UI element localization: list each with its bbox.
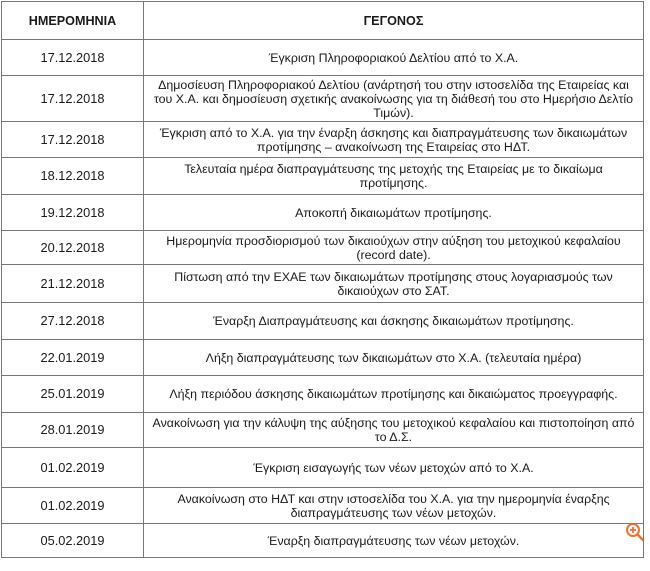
row-event: Ημερομηνία προσδιορισμού των δικαιούχων στην αύξηση του μετοχικού κεφαλαίου (record date). [144,231,644,265]
timetable [1,1,644,558]
table-row [2,76,644,122]
row-event: Έγκριση Πληροφοριακού Δελτίου από το Χ.Α. [144,40,644,76]
row-event: Λήξη διαπραγμάτευσης των δικαιωμάτων στο Χ.Α. (τελευταία ημέρα) [144,340,644,376]
table-row [2,265,644,303]
table-row [2,122,644,158]
row-event: Τελευταία ημέρα διαπραγμάτευσης της μετοχής της Εταιρείας με το δικαίωμα προτίμησης. [144,158,644,195]
row-date: 01.02.2019 [2,488,144,524]
row-date: 25.01.2019 [2,376,144,413]
table-row [2,303,644,340]
row-event: Ανακοίνωση στο ΗΔΤ και στην ιστοσελίδα του Χ.Α. για την ημερομηνία έναρξης διαπραγμάτευσης των νέων μετοχών. [144,488,644,524]
table-row [2,488,644,524]
row-event: Λήξη περιόδου άσκησης δικαιωμάτων προτίμησης και δικαιώματος προεγγραφής. [144,376,644,413]
row-event: Πίστωση από την ΕΧΑΕ των δικαιωμάτων προτίμησης στους λογαριασμούς των δικαιούχων στο ΣΑΤ. [144,265,644,303]
row-date: 22.01.2019 [2,340,144,376]
table-row [2,340,644,376]
table-row [2,231,644,265]
table-row [2,524,644,558]
row-event: Έναρξη Διαπραγμάτευσης και άσκησης δικαιωμάτων προτίμησης. [144,303,644,340]
row-date: 19.12.2018 [2,195,144,231]
row-event: Έγκριση εισαγωγής των νέων μετοχών από το Χ.Α. [144,448,644,488]
table-row [2,195,644,231]
row-date: 27.12.2018 [2,303,144,340]
table-row [2,448,644,488]
row-date: 17.12.2018 [2,76,144,122]
row-event: Ανακοίνωση για την κάλυψη της αύξησης του μετοχικού κεφαλαίου και πιστοποίηση από το Δ.Σ. [144,413,644,448]
table-body [2,40,644,558]
row-date: 28.01.2019 [2,413,144,448]
zoom-in-icon[interactable] [624,521,646,543]
row-event: Αποκοπή δικαιωμάτων προτίμησης. [144,195,644,231]
table-row [2,40,644,76]
header-date: ΗΜΕΡΟΜΗΝΙΑ [2,2,144,40]
row-date: 17.12.2018 [2,122,144,158]
row-date: 20.12.2018 [2,231,144,265]
row-event: Έναρξη διαπραγμάτευσης των νέων μετοχών. [144,524,644,558]
row-event: Δημοσίευση Πληροφοριακού Δελτίου (ανάρτησή του στην ιστοσελίδα της Εταιρείας και του Χ.Α. και δημοσίευση σχετικής ανακοίνωσης για τη διάθεσή του στο Ημερήσιο Δελτίο Τιμών). [144,76,644,122]
row-date: 17.12.2018 [2,40,144,76]
magnifier-plus-glyph [625,522,645,542]
table-header-row [2,2,644,40]
row-date: 01.02.2019 [2,448,144,488]
row-event: Έγκριση από το Χ.Α. για την έναρξη άσκησης και διαπραγμάτευσης των δικαιωμάτων προτίμησης – ανακοίνωση της Εταιρείας στο ΗΔΤ. [144,122,644,158]
row-date: 18.12.2018 [2,158,144,195]
header-event: ΓΕΓΟΝΟΣ [144,2,644,40]
table-row [2,376,644,413]
row-date: 21.12.2018 [2,265,144,303]
table-row [2,158,644,195]
table-row [2,413,644,448]
row-date: 05.02.2019 [2,524,144,558]
